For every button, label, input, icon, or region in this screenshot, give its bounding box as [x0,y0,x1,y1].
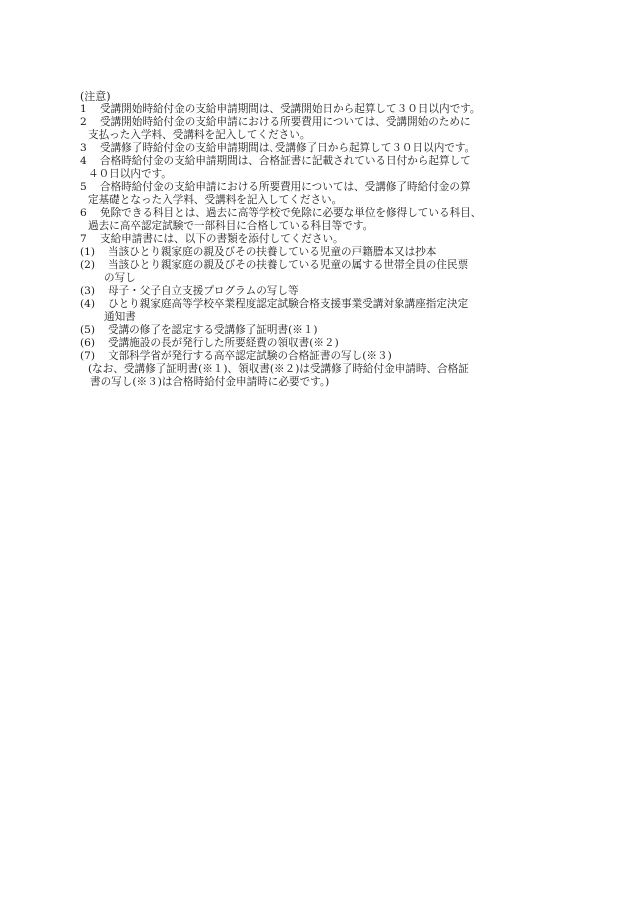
notes-heading: (注意) [80,90,111,103]
attachment-item [80,350,558,363]
attachment-number: (2) [80,259,96,271]
note-number: 3 [80,142,87,154]
note-text: 合格時給付金の支給申請における所要費用については、受講修了時給付金の算 [100,181,471,193]
attachment-item [80,337,558,350]
notes-section [80,90,558,389]
attachment-number: (1) [80,246,96,258]
attachment-text: 受講施設の長が発行した所要経費の領収書(※２) [108,337,339,349]
attachment-item [80,259,558,272]
attachment-number: (5) [80,324,96,336]
note-item [80,207,558,220]
attachment-text: 母子・父子自立支援プログラムの写し等 [108,285,299,297]
note-text-continued: 定基礎となった入学料、受講料を記入してください。 [88,194,343,206]
note-text-continued: 過去に高卒認定試験で一部科目に合格している科目等です。 [88,220,374,232]
attachment-text: 当該ひとり親家庭の親及びその扶養している児童の戸籍謄本又は抄本 [108,246,437,258]
attachment-number: (7) [80,350,96,362]
attachment-number: (4) [80,298,96,310]
attachment-item [80,285,558,298]
attachment-text-continued: の写し [104,272,136,284]
attachment-number: (6) [80,337,96,349]
note-number: 7 [80,233,87,245]
note-text-continued: ４０日以内です。 [88,168,172,180]
note-item [80,155,558,168]
attachment-text: 文部科学省が発行する高卒認定試験の合格証書の写し(※３) [108,350,392,362]
note-number: 5 [80,181,87,193]
note-text: 免除できる科目とは、過去に高等学校で免除に必要な単位を修得している科目、 [100,207,482,219]
attachment-text-continued: 通知書 [104,311,136,323]
attachment-text: 受講の修了を認定する受講修了証明書(※１) [108,324,318,336]
note-text: 支給申請書には、以下の書類を添付してください。 [100,233,344,245]
attachment-text: ひとり親家庭高等学校卒業程度認定試験合格支援事業受講対象講座指定決定 [108,298,469,310]
note-text: 受講開始時給付金の支給申請期間は、受講開始日から起算して３０日以内です。 [100,103,481,115]
note-item [80,103,558,116]
note-item [80,116,558,129]
remark-text: (なお、受講修了証明書(※１)、領収書(※２)は受講修了時給付金申請時、合格証 [88,363,469,375]
note-text: 合格時給付金の支給申請期間は、合格証書に記載されている日付から起算して [100,155,471,167]
attachment-item [80,298,558,311]
note-text: 受講修了時給付金の支給申請期間は､受講修了日から起算して３０日以内です。 [100,142,476,154]
attachment-item [80,324,558,337]
note-item [80,142,558,155]
attachment-number: (3) [80,285,96,297]
remark-text-continued: 書の写し(※３)は合格時給付金申請時に必要です。) [90,376,330,388]
note-text-continued: 支払った入学料、受講料を記入してください。 [88,129,311,141]
note-number: 1 [80,103,87,115]
note-number: 6 [80,207,87,219]
note-number: 4 [80,155,87,167]
note-item [80,233,558,246]
note-number: 2 [80,116,87,128]
note-item [80,181,558,194]
attachment-item [80,246,558,259]
note-text: 受講開始時給付金の支給申請における所要費用については、受講開始のために [100,116,471,128]
attachment-text: 当該ひとり親家庭の親及びその扶養している児童の属する世帯全員の住民票 [108,259,469,271]
